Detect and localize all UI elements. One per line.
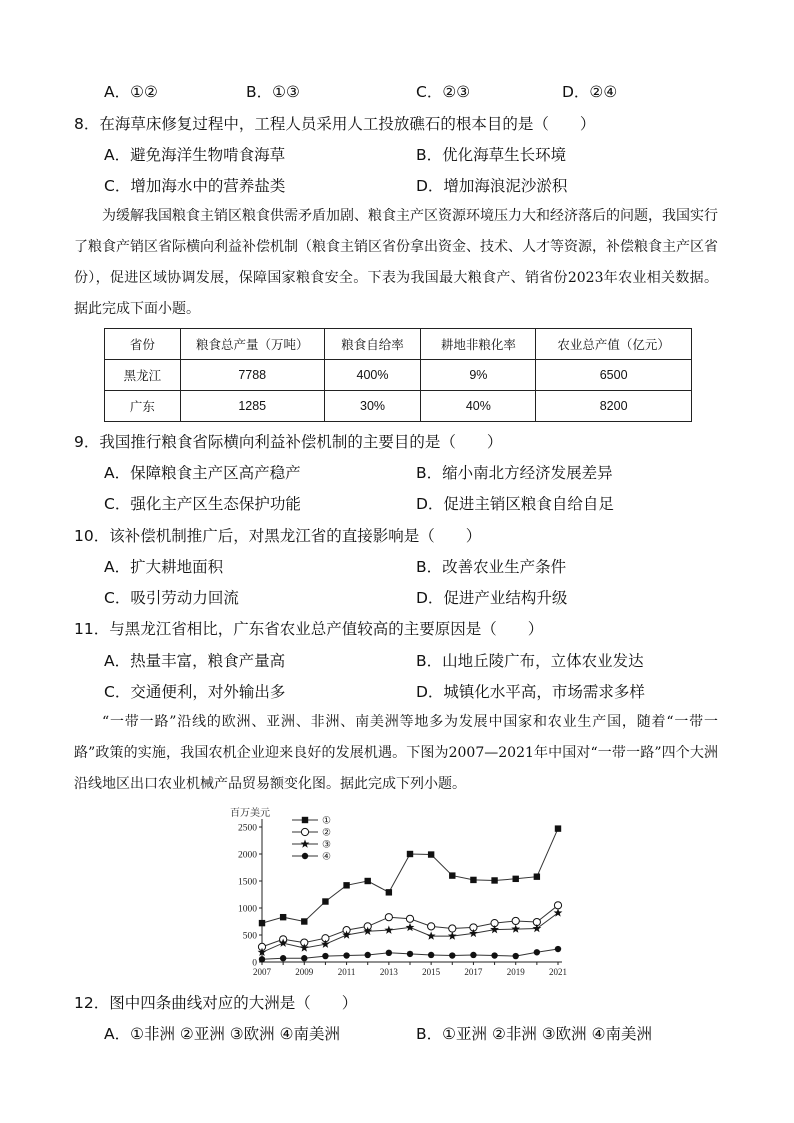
q12-option-a[interactable]: A．①非洲 ②亚洲 ③欧洲 ④南美洲 [104, 1025, 340, 1043]
table-cell: 30% [324, 391, 421, 422]
series-3-point [532, 924, 541, 932]
series-4-point [428, 952, 434, 958]
series-1-point [491, 877, 497, 883]
series-4-point [365, 952, 371, 958]
table-header: 耕地非粮化率 [421, 329, 536, 360]
export-trade-line-chart [220, 805, 590, 983]
series-1-point [386, 889, 392, 895]
q12-stem: 12．图中四条曲线对应的大洲是（ ） [74, 994, 358, 1012]
series-4-point [470, 952, 476, 958]
table-header: 省份 [105, 329, 181, 360]
q11-stem: 11．与黑龙江省相比，广东省农业总产值较高的主要原因是（ ） [74, 620, 544, 638]
y-tick-label: 0 [252, 958, 257, 969]
table-cell: 40% [421, 391, 536, 422]
series-3-point [490, 925, 499, 933]
x-tick-label: 2011 [337, 967, 356, 977]
agriculture-data-table [104, 328, 692, 422]
series-4-point [343, 952, 349, 958]
series-2-point [406, 915, 413, 922]
series-1-point [322, 898, 328, 904]
passage-grain-compensation: 为缓解我国粮食主销区粮食供需矛盾加剧、粮食主产区资源环境压力大和经济落后的问题，我国实行了粮食产销区省际横向利益补偿机制（粮食主销区省份拿出资金、技术、人才等资源，补偿粮食主产区省份），促进区域协调发展，保障国家粮食安全。下表为我国最大粮食产、销省份2023年农业相关数据。据此完成下面小题。 [74, 208, 718, 317]
table-cell: 广东 [105, 391, 181, 422]
x-tick-label: 2021 [549, 967, 567, 977]
table-header: 粮食自给率 [324, 329, 421, 360]
series-3-point [511, 924, 520, 932]
series-1-point [343, 882, 349, 888]
q9-option-b[interactable]: B．缩小南北方经济发展差异 [416, 464, 613, 482]
q9-option-c[interactable]: C．强化主产区生态保护功能 [104, 495, 301, 513]
series-1-point [365, 878, 371, 884]
table-cell: 6500 [536, 360, 692, 391]
series-4-point [513, 953, 519, 959]
series-1-point [449, 872, 455, 878]
x-tick-label: 2019 [506, 967, 525, 977]
series-3-point [427, 931, 436, 939]
q8-option-a[interactable]: A．避免海洋生物啃食海草 [104, 146, 286, 164]
q9-option-d[interactable]: D．促进主销区粮食自给自足 [416, 495, 614, 513]
series-1-point [534, 873, 540, 879]
series-1-point [407, 851, 413, 857]
q7-option-a[interactable]: A．①② [104, 83, 158, 101]
series-1-point [280, 914, 286, 920]
q10-option-b[interactable]: B．改善农业生产条件 [416, 558, 567, 576]
series-1-point [301, 918, 307, 924]
legend-label-3: ③ [322, 839, 331, 851]
q8-stem: 8．在海草床修复过程中，工程人员采用人工投放礁石的根本目的是（ ） [74, 115, 596, 133]
x-tick-label: 2009 [295, 967, 314, 977]
q11-option-a[interactable]: A．热量丰富，粮食产量高 [104, 652, 286, 670]
legend-marker-4 [302, 853, 308, 859]
legend-marker-2 [301, 828, 308, 835]
x-tick-label: 2015 [422, 967, 441, 977]
series-4-point [322, 953, 328, 959]
legend-label-2: ② [322, 827, 331, 839]
series-4-point [259, 956, 265, 962]
series-4-point [386, 950, 392, 956]
q7-option-c[interactable]: C．②③ [416, 83, 471, 101]
x-tick-label: 2007 [253, 967, 271, 977]
q12-option-b[interactable]: B．①亚洲 ②非洲 ③欧洲 ④南美洲 [416, 1025, 652, 1043]
legend-marker-3 [301, 839, 310, 847]
series-1-point [513, 876, 519, 882]
table-row [105, 360, 692, 391]
series-2-point [428, 923, 435, 930]
y-tick-label: 2500 [238, 823, 257, 834]
x-tick-label: 2017 [464, 967, 483, 977]
table-row [105, 391, 692, 422]
table-header: 农业总产值（亿元） [536, 329, 692, 360]
q11-option-d[interactable]: D．城镇化水平高，市场需求多样 [416, 683, 645, 701]
series-2-point [449, 925, 456, 932]
series-1-point [555, 825, 561, 831]
table-header-row [105, 329, 692, 360]
series-4-point [491, 952, 497, 958]
legend-label-4: ④ [322, 851, 331, 863]
legend-marker-1 [302, 817, 308, 823]
q10-option-c[interactable]: C．吸引劳动力回流 [104, 589, 239, 607]
q7-option-d[interactable]: D．②④ [562, 83, 618, 101]
series-4-point [280, 955, 286, 961]
series-2-point [385, 914, 392, 921]
q9-option-a[interactable]: A．保障粮食主产区高产稳产 [104, 464, 301, 482]
series-4-point [407, 951, 413, 957]
q11-option-b[interactable]: B．山地丘陵广布，立体农业发达 [416, 652, 644, 670]
table-header: 粮食总产量（万吨） [180, 329, 324, 360]
q8-option-c[interactable]: C．增加海水中的营养盐类 [104, 177, 286, 195]
series-2-point [512, 917, 519, 924]
passage-belt-road: “一带一路”沿线的欧洲、亚洲、非洲、南美洲等地多为发展中国家和农业生产国，随着“一带一路”政策的实施，我国农机企业迎来良好的发展机遇。下图为2007—2021年中国对“一带一路”四个大洲沿线地区出口农业机械产品贸易额变化图。据此完成下列小题。 [74, 714, 718, 792]
q10-stem: 10．该补偿机制推广后，对黑龙江省的直接影响是（ ） [74, 527, 482, 545]
table-cell: 黑龙江 [105, 360, 181, 391]
series-1-point [428, 851, 434, 857]
series-4-point [301, 955, 307, 961]
series-2-point [554, 902, 561, 909]
q8-option-d[interactable]: D．增加海浪泥沙淤积 [416, 177, 568, 195]
series-3-point [406, 923, 415, 931]
y-axis-label: 百万美元 [230, 808, 270, 819]
series-3-point [384, 926, 393, 934]
y-tick-label: 500 [242, 931, 257, 942]
x-tick-label: 2013 [379, 967, 398, 977]
q9-stem: 9．我国推行粮食省际横向利益补偿机制的主要目的是（ ） [74, 433, 503, 451]
table-cell: 400% [324, 360, 421, 391]
y-tick-label: 1000 [238, 904, 257, 915]
series-1-point [259, 920, 265, 926]
table-cell: 9% [421, 360, 536, 391]
table-cell: 8200 [536, 391, 692, 422]
q7-option-b[interactable]: B．①③ [246, 83, 300, 101]
table-cell: 1285 [180, 391, 324, 422]
series-4-point [449, 952, 455, 958]
series-1-point [470, 877, 476, 883]
legend-label-1: ① [322, 815, 331, 827]
y-tick-label: 1500 [238, 877, 257, 888]
q11-option-c[interactable]: C．交通便利，对外输出多 [104, 683, 286, 701]
series-4-point [555, 946, 561, 952]
table-cell: 7788 [180, 360, 324, 391]
q8-option-b[interactable]: B．优化海草生长环境 [416, 146, 567, 164]
y-tick-label: 2000 [238, 850, 257, 861]
series-3-point [448, 931, 457, 939]
q10-option-d[interactable]: D．促进产业结构升级 [416, 589, 568, 607]
series-4-point [534, 949, 540, 955]
q10-option-a[interactable]: A．扩大耕地面积 [104, 558, 224, 576]
